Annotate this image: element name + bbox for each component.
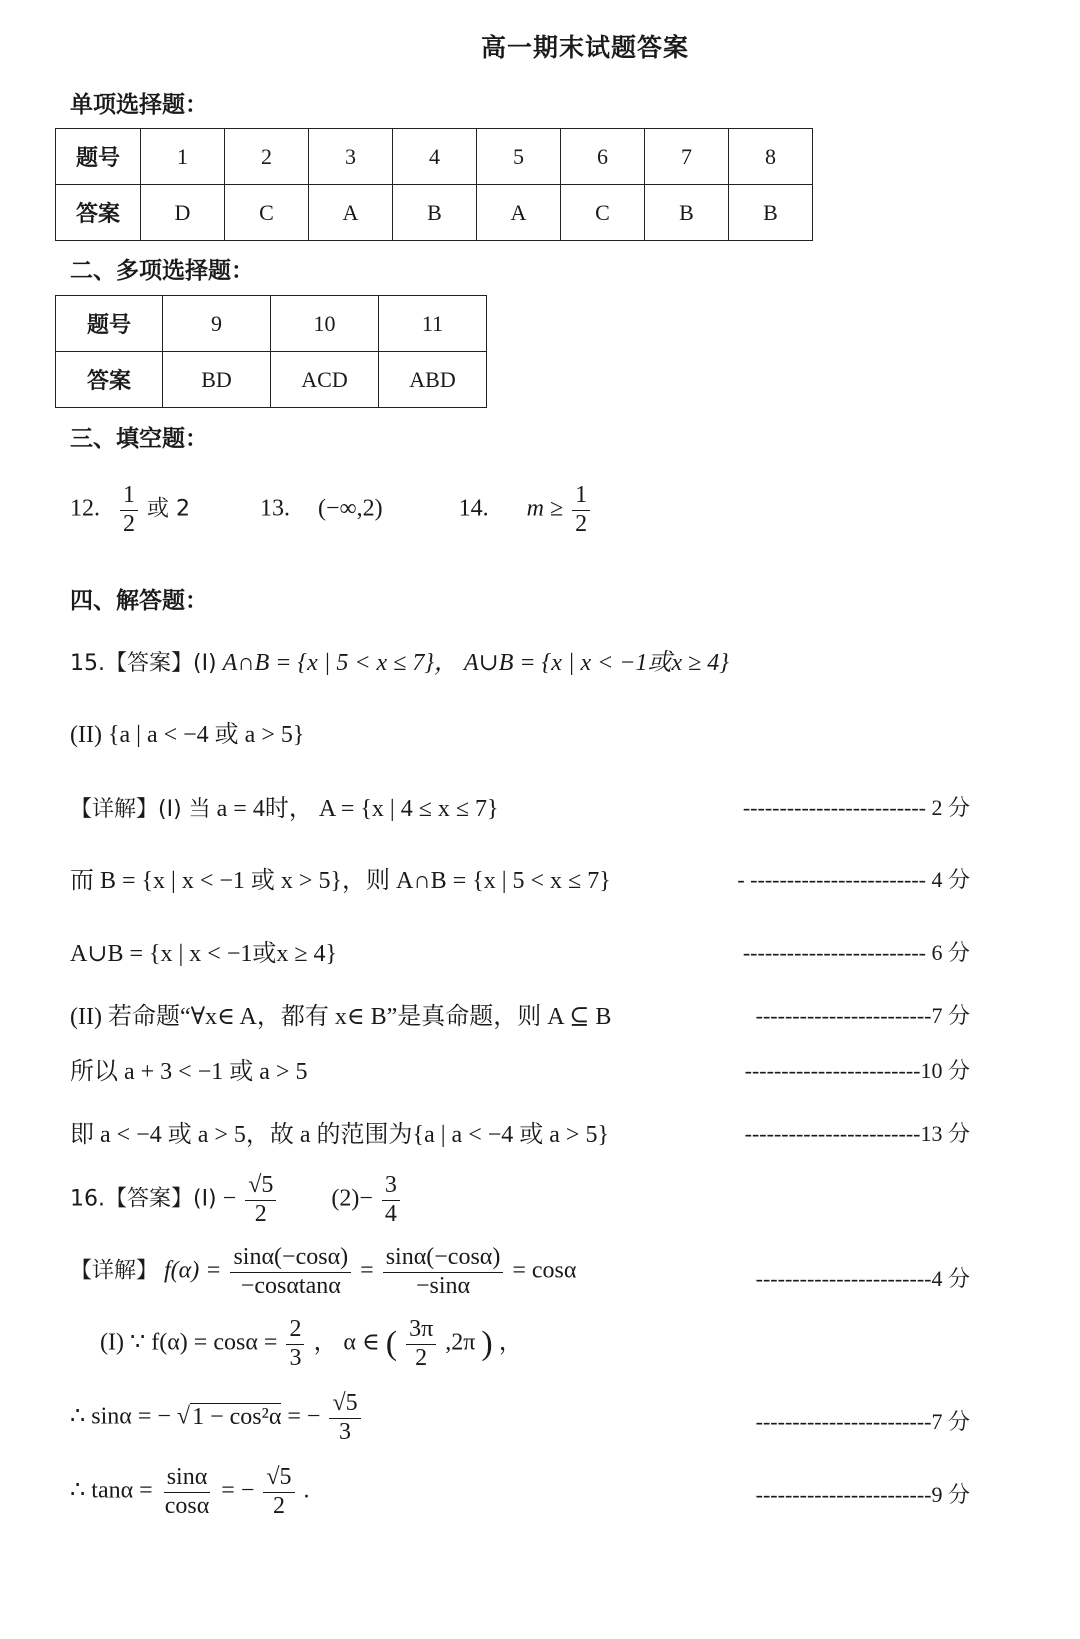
part1-prefix: (I) ∵ f(α) = cosα = <box>100 1329 278 1356</box>
q15-answer-part2: (II) {a | a < −4 或 a > 5} <box>70 722 305 748</box>
q16-part1-line <box>100 1316 523 1372</box>
score-2: ------------------------- 2 分 <box>742 795 970 820</box>
table-cell: 3 <box>309 129 393 185</box>
q12-number: 12. <box>70 495 100 522</box>
fraction-numerator: 1 <box>120 482 138 511</box>
q15-answer-label: 15.【答案】(I) <box>70 651 217 676</box>
table-cell: 5 <box>477 129 561 185</box>
sqrt-symbol: √ <box>176 1403 191 1430</box>
fraction-numerator: √5 <box>329 1390 360 1419</box>
detail-label: 【详解】 <box>70 1258 159 1284</box>
section-heading-fill-blank: 三、填空题： <box>70 426 208 452</box>
score-7: ------------------------7 分 <box>755 1409 970 1434</box>
q12-fraction <box>120 482 138 538</box>
equals-sign: = <box>360 1257 374 1284</box>
tan-prefix: ∴ tanα = <box>70 1477 153 1504</box>
q13-answer: (−∞,2) <box>318 495 383 522</box>
sqrt-radicand: 1 − cos²α <box>192 1403 282 1430</box>
q16-sin-line <box>70 1390 364 1446</box>
table-header-cell: 答案 <box>56 185 141 241</box>
q16-answer-label: 16.【答案】(I) <box>70 1186 217 1212</box>
score-9: ------------------------9 分 <box>755 1482 970 1507</box>
q12-suffix: 或 2 <box>147 496 190 522</box>
score-10: ------------------------10 分 <box>744 1058 970 1083</box>
q16-tan-line <box>70 1464 310 1520</box>
fraction-numerator: √5 <box>263 1464 294 1493</box>
score-6: ------------------------- 6 分 <box>742 940 970 965</box>
q16-detail-line1 <box>70 1244 576 1300</box>
table-header-cell: 题号 <box>56 296 163 352</box>
fraction-numerator: 3 <box>382 1172 400 1201</box>
table-row <box>56 185 813 241</box>
fraction-denominator: −cosαtanα <box>240 1272 341 1299</box>
table-cell: 1 <box>141 129 225 185</box>
table-cell: 8 <box>729 129 813 185</box>
q15-union: A∪B = {x | x < −1或x ≥ 4} <box>463 650 729 676</box>
tan-ratio-fraction <box>162 1464 213 1520</box>
table-cell: 11 <box>379 296 487 352</box>
table-cell: ABD <box>379 352 487 408</box>
q15-intersection: A∩B = {x | 5 < x ≤ 7}， <box>222 650 458 676</box>
simplify-fraction-1 <box>230 1244 351 1300</box>
q15-detail-1 <box>70 788 499 823</box>
table-header-cell: 题号 <box>56 129 141 185</box>
q16-answer-line <box>70 1172 403 1228</box>
table-cell: A <box>477 185 561 241</box>
score-4: ------------------------4 分 <box>755 1266 970 1291</box>
tan-end: . <box>303 1477 310 1504</box>
q16-answer1-fraction <box>245 1172 276 1228</box>
q16-answer2-fraction <box>382 1172 400 1228</box>
answer1-sign: − <box>222 1185 237 1212</box>
q15-answer-line2 <box>70 714 304 749</box>
section-heading-solutions: 四、解答题： <box>70 588 208 614</box>
table-header-cell: 答案 <box>56 352 163 408</box>
q14-number: 14. <box>458 495 489 522</box>
range-prefix: ， α ∈ <box>313 1329 380 1356</box>
fraction-denominator: 2 <box>123 510 135 537</box>
table-cell: B <box>645 185 729 241</box>
fraction-numerator: sinα(−cosα) <box>383 1244 504 1273</box>
fraction-denominator: −sinα <box>415 1272 471 1299</box>
table-cell: B <box>393 185 477 241</box>
table-cell: 9 <box>163 296 271 352</box>
range-upper: ,2π <box>445 1329 476 1356</box>
fraction-denominator: 2 <box>272 1492 285 1519</box>
q14-fraction <box>572 482 590 538</box>
fraction-numerator: √5 <box>245 1172 276 1201</box>
table-row <box>56 296 487 352</box>
fraction-denominator: 3 <box>289 1344 302 1371</box>
answer2-prefix: (2)− <box>331 1185 373 1212</box>
table-cell: 4 <box>393 129 477 185</box>
score-7: ------------------------7 分 <box>755 1003 970 1028</box>
tan-value-fraction <box>263 1464 294 1520</box>
f-alpha: f(α) = <box>164 1257 222 1284</box>
tan-equals: = − <box>221 1477 255 1504</box>
part1-fraction <box>286 1316 304 1372</box>
q15-detail-5: 所以 a + 3 < −1 或 a > 5 <box>70 1059 308 1085</box>
range-fraction <box>406 1316 436 1372</box>
table-cell: B <box>729 185 813 241</box>
fraction-numerator: sinα <box>164 1464 211 1493</box>
page-title: 高一期末试题答案 <box>480 33 689 62</box>
q13-number: 13. <box>260 495 290 522</box>
line-end: ， <box>498 1329 523 1356</box>
fraction-denominator: 2 <box>575 510 588 537</box>
section-heading-single-choice: 单项选择题： <box>70 92 208 118</box>
simplify-fraction-2 <box>383 1244 504 1300</box>
q14-prefix: m ≥ <box>526 495 564 522</box>
left-paren: ( <box>385 1325 398 1363</box>
single-choice-answer-table <box>55 128 813 241</box>
fraction-denominator: 3 <box>339 1418 352 1445</box>
score-13: ------------------------13 分 <box>744 1121 970 1146</box>
table-cell: A <box>309 185 393 241</box>
fraction-denominator: 2 <box>415 1344 428 1371</box>
table-cell: 10 <box>271 296 379 352</box>
table-cell: 6 <box>561 129 645 185</box>
fraction-numerator: 3π <box>406 1316 436 1345</box>
fraction-denominator: cosα <box>164 1492 210 1519</box>
sin-prefix: ∴ sinα = − <box>70 1403 171 1430</box>
detail-label: 【详解】(I) 当 <box>70 797 211 822</box>
table-cell: ACD <box>271 352 379 408</box>
table-cell: C <box>225 185 309 241</box>
score-4: - ------------------------ 4 分 <box>737 867 970 892</box>
fraction-denominator: 2 <box>254 1200 267 1227</box>
fraction-numerator: 2 <box>286 1316 304 1345</box>
fraction-numerator: sinα(−cosα) <box>230 1244 351 1273</box>
q15-detail-3: A∪B = {x | x < −1或x ≥ 4} <box>70 941 338 967</box>
q15-detail-2: 而 B = {x | x < −1 或 x > 5}，则 A∩B = {x | 5 < x ≤ 7} <box>70 868 611 894</box>
fraction-denominator: 4 <box>384 1200 397 1227</box>
table-cell: C <box>561 185 645 241</box>
section-heading-multi-choice: 二、多项选择题： <box>70 258 254 284</box>
q15-detail-4: (II) 若命题“∀x∈ A，都有 x∈ B”是真命题，则 A ⊆ B <box>70 1004 612 1030</box>
table-cell: D <box>141 185 225 241</box>
sin-value-fraction <box>329 1390 360 1446</box>
table-row <box>56 129 813 185</box>
q15-detail-6: 即 a < −4 或 a > 5，故 a 的范围为{a | a < −4 或 a > 5} <box>70 1122 609 1148</box>
detail-text: a = 4时， A = {x | 4 ≤ x ≤ 7} <box>216 796 499 822</box>
fraction-numerator: 1 <box>572 482 590 511</box>
table-cell: 2 <box>225 129 309 185</box>
table-cell: 7 <box>645 129 729 185</box>
right-paren: ) <box>481 1325 493 1363</box>
sin-equals: = − <box>287 1403 321 1430</box>
fill-blank-answers <box>70 482 593 538</box>
simplify-result: = cosα <box>512 1257 577 1284</box>
table-row <box>56 352 487 408</box>
multi-choice-answer-table <box>55 295 487 408</box>
q15-answer-line1 <box>70 642 729 677</box>
table-cell: BD <box>163 352 271 408</box>
